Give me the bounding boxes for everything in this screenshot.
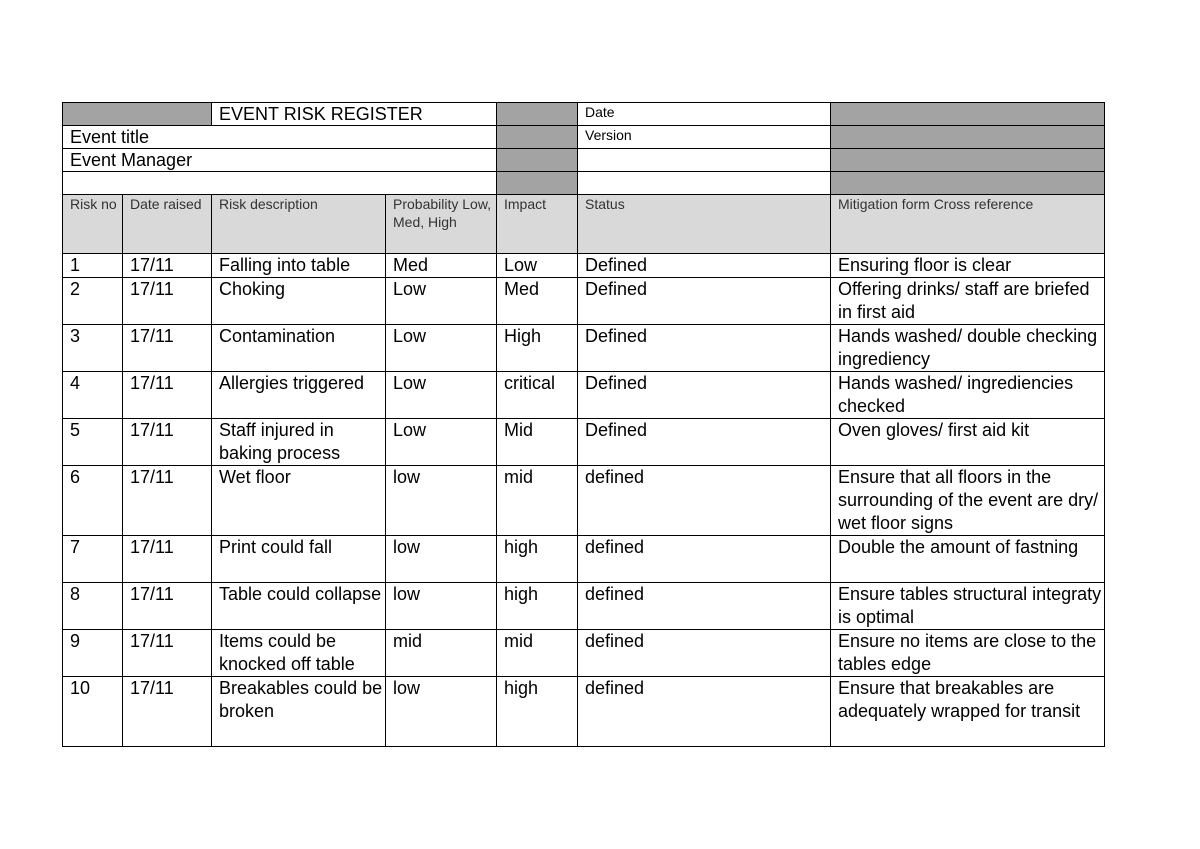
header-grey-cell xyxy=(497,103,578,126)
table-row xyxy=(63,466,1105,536)
status-cell: Defined xyxy=(578,419,831,466)
header-grey-cell xyxy=(831,172,1105,195)
date-label: Date xyxy=(578,103,831,126)
status-cell: defined xyxy=(578,630,831,677)
date-value-cell[interactable] xyxy=(831,103,1105,126)
risk-no-cell: 4 xyxy=(63,372,123,419)
risk-description-cell: Allergies triggered xyxy=(212,372,386,419)
probability-cell: Med xyxy=(386,254,497,278)
status-cell: Defined xyxy=(578,325,831,372)
probability-cell: mid xyxy=(386,630,497,677)
risk-description-cell: Staff injured in baking process xyxy=(212,419,386,466)
risk-description-cell: Breakables could be broken xyxy=(212,677,386,747)
risk-no-cell: 7 xyxy=(63,536,123,583)
date-raised-cell: 17/11 xyxy=(123,372,212,419)
table-row xyxy=(63,419,1105,466)
table-row xyxy=(63,630,1105,677)
impact-cell: high xyxy=(497,583,578,630)
date-raised-cell: 17/11 xyxy=(123,278,212,325)
status-cell: defined xyxy=(578,583,831,630)
version-label: Version xyxy=(578,126,831,149)
probability-cell: Low xyxy=(386,372,497,419)
date-raised-cell: 17/11 xyxy=(123,583,212,630)
status-cell: Defined xyxy=(578,278,831,325)
date-raised-cell: 17/11 xyxy=(123,419,212,466)
status-cell: Defined xyxy=(578,372,831,419)
risk-register-table xyxy=(62,102,1105,747)
risk-rows xyxy=(63,254,1105,747)
probability-cell: Low xyxy=(386,419,497,466)
header-row-event-manager xyxy=(63,149,1105,172)
column-header-date-raised: Date raised xyxy=(123,195,212,254)
event-manager-label: Event Manager xyxy=(63,149,497,172)
mitigation-cell: Ensure that all floors in the surrounding of the event are dry/ wet floor signs xyxy=(831,466,1105,536)
status-cell: Defined xyxy=(578,254,831,278)
header-empty-cell xyxy=(578,172,831,195)
column-header-impact: Impact xyxy=(497,195,578,254)
risk-no-cell: 6 xyxy=(63,466,123,536)
risk-description-cell: Choking xyxy=(212,278,386,325)
table-row xyxy=(63,254,1105,278)
risk-no-cell: 3 xyxy=(63,325,123,372)
impact-cell: mid xyxy=(497,466,578,536)
mitigation-cell: Hands washed/ ingrediencies checked xyxy=(831,372,1105,419)
probability-cell: low xyxy=(386,466,497,536)
table-row xyxy=(63,583,1105,630)
date-raised-cell: 17/11 xyxy=(123,466,212,536)
date-raised-cell: 17/11 xyxy=(123,630,212,677)
header-grey-cell xyxy=(497,172,578,195)
header-grey-cell xyxy=(497,149,578,172)
risk-description-cell: Wet floor xyxy=(212,466,386,536)
date-raised-cell: 17/11 xyxy=(123,254,212,278)
probability-cell: low xyxy=(386,677,497,747)
column-header-status: Status xyxy=(578,195,831,254)
table-row xyxy=(63,536,1105,583)
risk-description-cell: Items could be knocked off table xyxy=(212,630,386,677)
header-row-event-title xyxy=(63,126,1105,149)
table-row xyxy=(63,278,1105,325)
mitigation-cell: Ensure tables structural integraty is optimal xyxy=(831,583,1105,630)
probability-cell: low xyxy=(386,536,497,583)
date-raised-cell: 17/11 xyxy=(123,677,212,747)
risk-description-cell: Falling into table xyxy=(212,254,386,278)
table-row xyxy=(63,372,1105,419)
header-row-title xyxy=(63,103,1105,126)
impact-cell: critical xyxy=(497,372,578,419)
probability-cell: low xyxy=(386,583,497,630)
impact-cell: Mid xyxy=(497,419,578,466)
column-header-row xyxy=(63,195,1105,254)
probability-cell: Low xyxy=(386,325,497,372)
register-title: EVENT RISK REGISTER xyxy=(212,103,497,126)
date-raised-cell: 17/11 xyxy=(123,325,212,372)
header-empty-cell xyxy=(63,172,497,195)
risk-no-cell: 2 xyxy=(63,278,123,325)
risk-no-cell: 8 xyxy=(63,583,123,630)
risk-no-cell: 1 xyxy=(63,254,123,278)
version-value-cell[interactable] xyxy=(831,126,1105,149)
column-header-probability: Probability Low, Med, High xyxy=(386,195,497,254)
mitigation-cell: Offering drinks/ staff are briefed in first aid xyxy=(831,278,1105,325)
mitigation-cell: Hands washed/ double checking ingrediency xyxy=(831,325,1105,372)
impact-cell: high xyxy=(497,677,578,747)
mitigation-cell: Double the amount of fastning xyxy=(831,536,1105,583)
impact-cell: Low xyxy=(497,254,578,278)
impact-cell: high xyxy=(497,536,578,583)
impact-cell: mid xyxy=(497,630,578,677)
probability-cell: Low xyxy=(386,278,497,325)
header-empty-cell xyxy=(578,149,831,172)
table-row xyxy=(63,325,1105,372)
header-grey-cell xyxy=(497,126,578,149)
mitigation-cell: Ensure that breakables are adequately wrapped for transit xyxy=(831,677,1105,747)
risk-no-cell: 9 xyxy=(63,630,123,677)
mitigation-cell: Ensure no items are close to the tables edge xyxy=(831,630,1105,677)
risk-no-cell: 10 xyxy=(63,677,123,747)
status-cell: defined xyxy=(578,536,831,583)
event-title-label: Event title xyxy=(63,126,497,149)
risk-description-cell: Table could collapse xyxy=(212,583,386,630)
column-header-mitigation: Mitigation form Cross reference xyxy=(831,195,1105,254)
header-grey-cell xyxy=(63,103,212,126)
mitigation-cell: Ensuring floor is clear xyxy=(831,254,1105,278)
column-header-risk-no: Risk no xyxy=(63,195,123,254)
impact-cell: Med xyxy=(497,278,578,325)
impact-cell: High xyxy=(497,325,578,372)
risk-description-cell: Print could fall xyxy=(212,536,386,583)
status-cell: defined xyxy=(578,466,831,536)
status-cell: defined xyxy=(578,677,831,747)
risk-description-cell: Contamination xyxy=(212,325,386,372)
table-row xyxy=(63,677,1105,747)
column-header-risk-description: Risk description xyxy=(212,195,386,254)
header-grey-cell xyxy=(831,149,1105,172)
date-raised-cell: 17/11 xyxy=(123,536,212,583)
header-row-blank xyxy=(63,172,1105,195)
risk-no-cell: 5 xyxy=(63,419,123,466)
mitigation-cell: Oven gloves/ first aid kit xyxy=(831,419,1105,466)
